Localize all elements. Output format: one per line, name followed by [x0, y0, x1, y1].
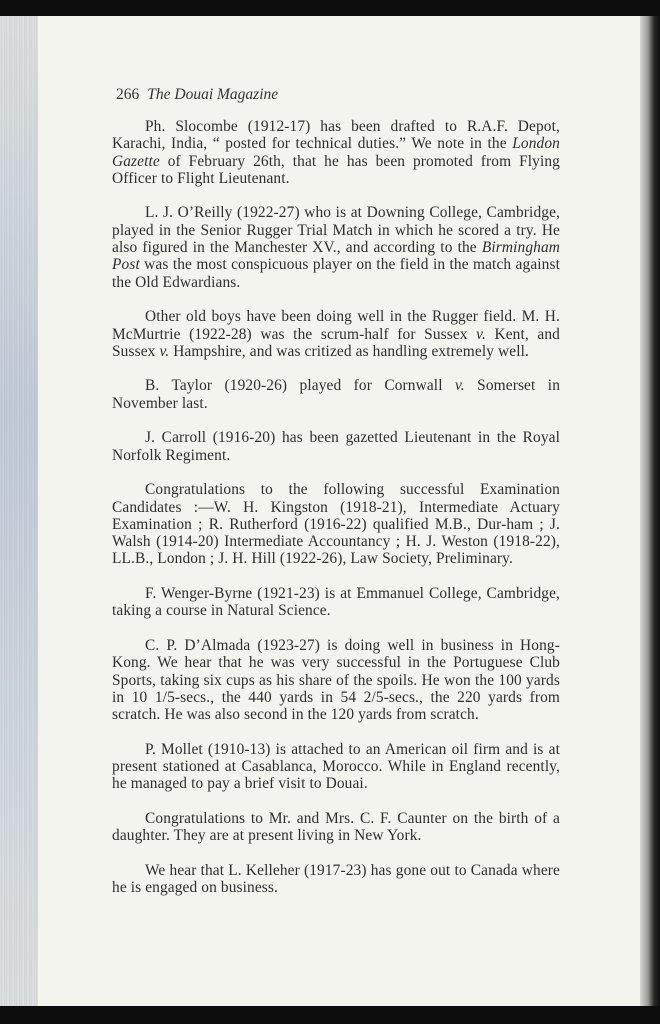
paragraph-mollet: P. Mollet (1910-13) is attached to an American oil firm and is at present stationed at Casablanca, Morocco. While in England recently, he managed to pay a brief visit to Douai.: [112, 740, 560, 793]
paragraph-caunter: Congratulations to Mr. and Mrs. C. F. Caunter on the birth of a daughter. They are at present living in New York.: [112, 809, 560, 845]
paragraph-examinations: Congratulations to the following successful Examination Candidates :—W. H. Kingston (1918-21), Intermediate Actuary Examination ; R. Rutherford (1916-22) qualified M.B., Dur-ham ; J. Walsh (1914-20) Intermediate Accountancy ; H. J. Weston (1918-22), LL.B., London ; J. H. Hill (1922-26), Law Society, Preliminary.: [112, 481, 560, 568]
paragraph-kelleher: We hear that L. Kelleher (1917-23) has gone out to Canada where he is engaged on business.: [112, 861, 560, 897]
running-title: The Douai Magazine: [147, 86, 279, 103]
running-header: [116, 86, 278, 104]
paragraph-dalmada: C. P. D’Almada (1923-27) is doing well in business in Hong-Kong. We hear that he was very successful in the Portuguese Club Sports, taking six cups as his share of the spoils. He won the 100 yards in 10 1/5-secs., the 440 yards in 54 2/5-secs., the 220 yards from scratch. He was also second in the 120 yards from scratch.: [112, 636, 560, 724]
paragraph-slocombe: Ph. Slocombe (1912-17) has been drafted to R.A.F. Depot, Karachi, India, “ posted for technical duties.” We note in the London Gazette of February 26th, that he has been promoted from Flying Officer to Flight Lieutenant.: [112, 118, 560, 187]
page-number: 266: [116, 86, 140, 103]
paragraph-rugger: Other old boys have been doing well in the Rugger field. M. H. McMurtrie (1922-28) was the scrum-half for Sussex v. Kent, and Sussex v. Hampshire, and was critized as handling extremely well.: [112, 308, 560, 360]
page-stack-tint: [0, 16, 40, 1008]
book-gutter: [640, 16, 660, 1008]
article-body: [112, 118, 560, 896]
paragraph-oreilly: L. J. O’Reilly (1922-27) who is at Downing College, Cambridge, played in the Senior Rugger Trial Match in which he scored a try. He also figured in the Manchester XV., and according to the Birmingham Post was the most conspicuous player on the field in the match against the Old Edwardians.: [112, 204, 560, 291]
paragraph-wenger-byrne: F. Wenger-Byrne (1921-23) is at Emmanuel College, Cambridge, taking a course in Natural Science.: [112, 585, 560, 620]
paragraph-taylor: B. Taylor (1920-26) played for Cornwall v. Somerset in November last.: [112, 377, 561, 412]
paragraph-carroll: J. Carroll (1916-20) has been gazetted Lieutenant in the Royal Norfolk Regiment.: [112, 429, 560, 464]
bottom-shadow: [0, 1006, 660, 1024]
